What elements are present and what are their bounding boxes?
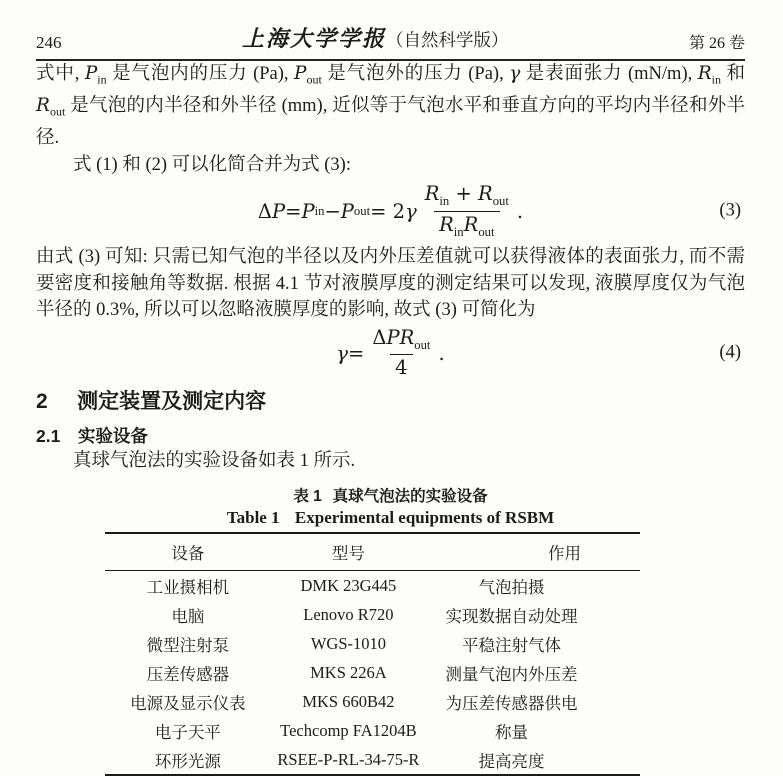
table-cell: 电源及显示仪表 xyxy=(130,693,246,713)
paragraph-variable-definitions xyxy=(36,61,745,152)
math-sub: out xyxy=(414,337,431,352)
math-var: P xyxy=(272,199,286,223)
fraction xyxy=(420,182,514,240)
table-row xyxy=(105,716,640,745)
subsection-heading-2-1 xyxy=(36,423,745,448)
math-sub: out xyxy=(353,203,371,218)
journal-title xyxy=(242,22,509,53)
paragraph-equation-intro: 式 (1) 和 (2) 可以化简合并为式 (3): xyxy=(73,154,351,175)
table-caption-zh xyxy=(36,484,745,506)
table-cell: RSEE-P-RL-34-75-R xyxy=(277,749,420,769)
table-cell: DMK 23G445 xyxy=(300,575,397,595)
equation-number-4: (4) xyxy=(719,342,741,363)
math-op: = 2 xyxy=(370,199,406,223)
math-sub: in xyxy=(314,203,325,218)
math-var: P xyxy=(386,325,400,349)
table-cell: 测量气泡内外压差 xyxy=(445,664,578,684)
math-period: . xyxy=(438,341,445,365)
journal-edition: （自然科学版） xyxy=(386,30,509,50)
math-var: R xyxy=(478,182,493,206)
table-header-row xyxy=(105,533,640,571)
table-cell: 提高亮度 xyxy=(478,751,545,771)
math-sub: out xyxy=(492,194,509,209)
page-number: 246 xyxy=(36,33,62,52)
table-caption-en xyxy=(36,508,745,528)
table-caption-zh-text: 真球气泡法的实验设备 xyxy=(332,488,488,506)
math-var: P xyxy=(340,199,354,223)
math-sub: out xyxy=(49,104,66,119)
text-run: 是气泡的内半径和外半径 (mm), 近似等于气泡水平和垂直方向的平均内半径和外半径. xyxy=(36,96,745,149)
subsection-title: 实验设备 xyxy=(77,425,148,446)
table-caption-zh-label: 表 1 xyxy=(293,488,322,506)
math-var: P xyxy=(294,63,307,84)
table-cell: 平稳注射气体 xyxy=(461,635,561,655)
table-row xyxy=(105,745,640,775)
paragraph-discussion: 由式 (3) 可知: 只需已知气泡的半径以及内外压差值就可以获得液体的表面张力, 而不需要密度和接触角等数据. 根据 4.1 节对液膜厚度的测定结果可以发现, 液膜厚度仅为气泡半径的 0.3%, 所以可以忽略液膜厚度的影响, 故式 (3) 可简化为 xyxy=(36,247,745,321)
text-run: 是气泡内的压力 (Pa), xyxy=(106,64,295,84)
column-header-device: 设备 xyxy=(171,544,205,564)
equation-4-body xyxy=(336,326,444,381)
table-cell: MKS 660B42 xyxy=(302,691,395,711)
table-cell: Lenovo R720 xyxy=(303,604,394,624)
table-caption-en-label: Table 1 xyxy=(226,508,280,528)
table-cell: 压差传感器 xyxy=(146,664,230,684)
math-var: R xyxy=(463,212,479,236)
math-sub: out xyxy=(306,72,322,87)
math-delta: Δ xyxy=(372,325,387,349)
fraction-numerator xyxy=(367,326,435,354)
text-run: 是气泡外的压力 (Pa), xyxy=(321,64,510,84)
math-var: R xyxy=(697,63,712,84)
math-period: . xyxy=(516,199,524,223)
math-var: R xyxy=(439,212,454,236)
math-sub: in xyxy=(439,194,450,209)
math-sub: in xyxy=(711,72,721,87)
column-header-purpose: 作用 xyxy=(547,544,581,564)
text-run: 是表面张力 (mN/m), xyxy=(520,64,698,84)
equation-3-body xyxy=(258,182,523,240)
math-var: R xyxy=(399,325,415,349)
subsection-number: 2.1 xyxy=(36,425,61,446)
fraction-numerator xyxy=(420,182,514,210)
math-sub: out xyxy=(478,224,495,239)
table-cell: 环形光源 xyxy=(154,751,221,771)
math-op: + xyxy=(449,182,479,206)
table-row xyxy=(105,629,640,658)
equipment-table xyxy=(105,532,640,776)
table-row xyxy=(105,687,640,716)
fraction-denominator xyxy=(434,211,499,240)
math-var-gamma: γ xyxy=(509,63,521,84)
math-var-gamma: γ xyxy=(336,341,348,365)
column-header-model: 型号 xyxy=(331,544,365,564)
math-op: = xyxy=(348,341,365,365)
math-delta: Δ xyxy=(257,199,272,223)
page-header xyxy=(36,22,745,61)
fraction xyxy=(367,326,435,381)
table-cell: MKS 226A xyxy=(310,662,387,682)
section-heading-2 xyxy=(36,385,745,415)
section-title: 测定装置及测定内容 xyxy=(77,389,267,413)
math-sub: in xyxy=(453,224,464,239)
table-cell: 称量 xyxy=(494,722,528,742)
text-run: 和 xyxy=(721,64,745,84)
journal-name: 上海大学学报 xyxy=(241,26,386,52)
table-cell: 工业摄相机 xyxy=(146,577,230,597)
math-op: − xyxy=(324,199,341,223)
equation-number-3: (3) xyxy=(719,200,741,221)
math-op: = xyxy=(285,199,302,223)
math-var: R xyxy=(36,95,50,117)
text-run: 式中, xyxy=(36,64,85,84)
equation-3 xyxy=(36,182,745,240)
table-cell: 气泡拍摄 xyxy=(478,577,545,597)
table-row xyxy=(105,658,640,687)
section-number: 2 xyxy=(36,389,48,413)
table-cell: 为压差传感器供电 xyxy=(445,693,578,713)
math-var: P xyxy=(84,63,98,84)
fraction-denominator: 4 xyxy=(390,354,412,380)
math-sub: in xyxy=(97,72,107,87)
math-var: R xyxy=(424,182,440,206)
table-row xyxy=(105,600,640,629)
table-cell: 实现数据自动处理 xyxy=(445,606,578,626)
table-cell: WGS-1010 xyxy=(310,633,386,653)
table-cell: 电子天平 xyxy=(154,722,221,742)
table-cell: Techcomp FA1204B xyxy=(280,720,417,740)
table-caption-en-text: Experimental equipments of RSBM xyxy=(294,508,555,528)
volume-label: 第 26 卷 xyxy=(688,35,745,52)
table-row xyxy=(105,571,640,601)
math-var-gamma: γ xyxy=(405,199,417,223)
table-cell: 微型注射泵 xyxy=(146,635,230,655)
math-var: P xyxy=(301,199,315,223)
table-cell: 电脑 xyxy=(171,606,205,626)
paragraph-table-intro: 真球气泡法的实验设备如表 1 所示. xyxy=(73,450,356,471)
equation-4 xyxy=(36,326,745,381)
